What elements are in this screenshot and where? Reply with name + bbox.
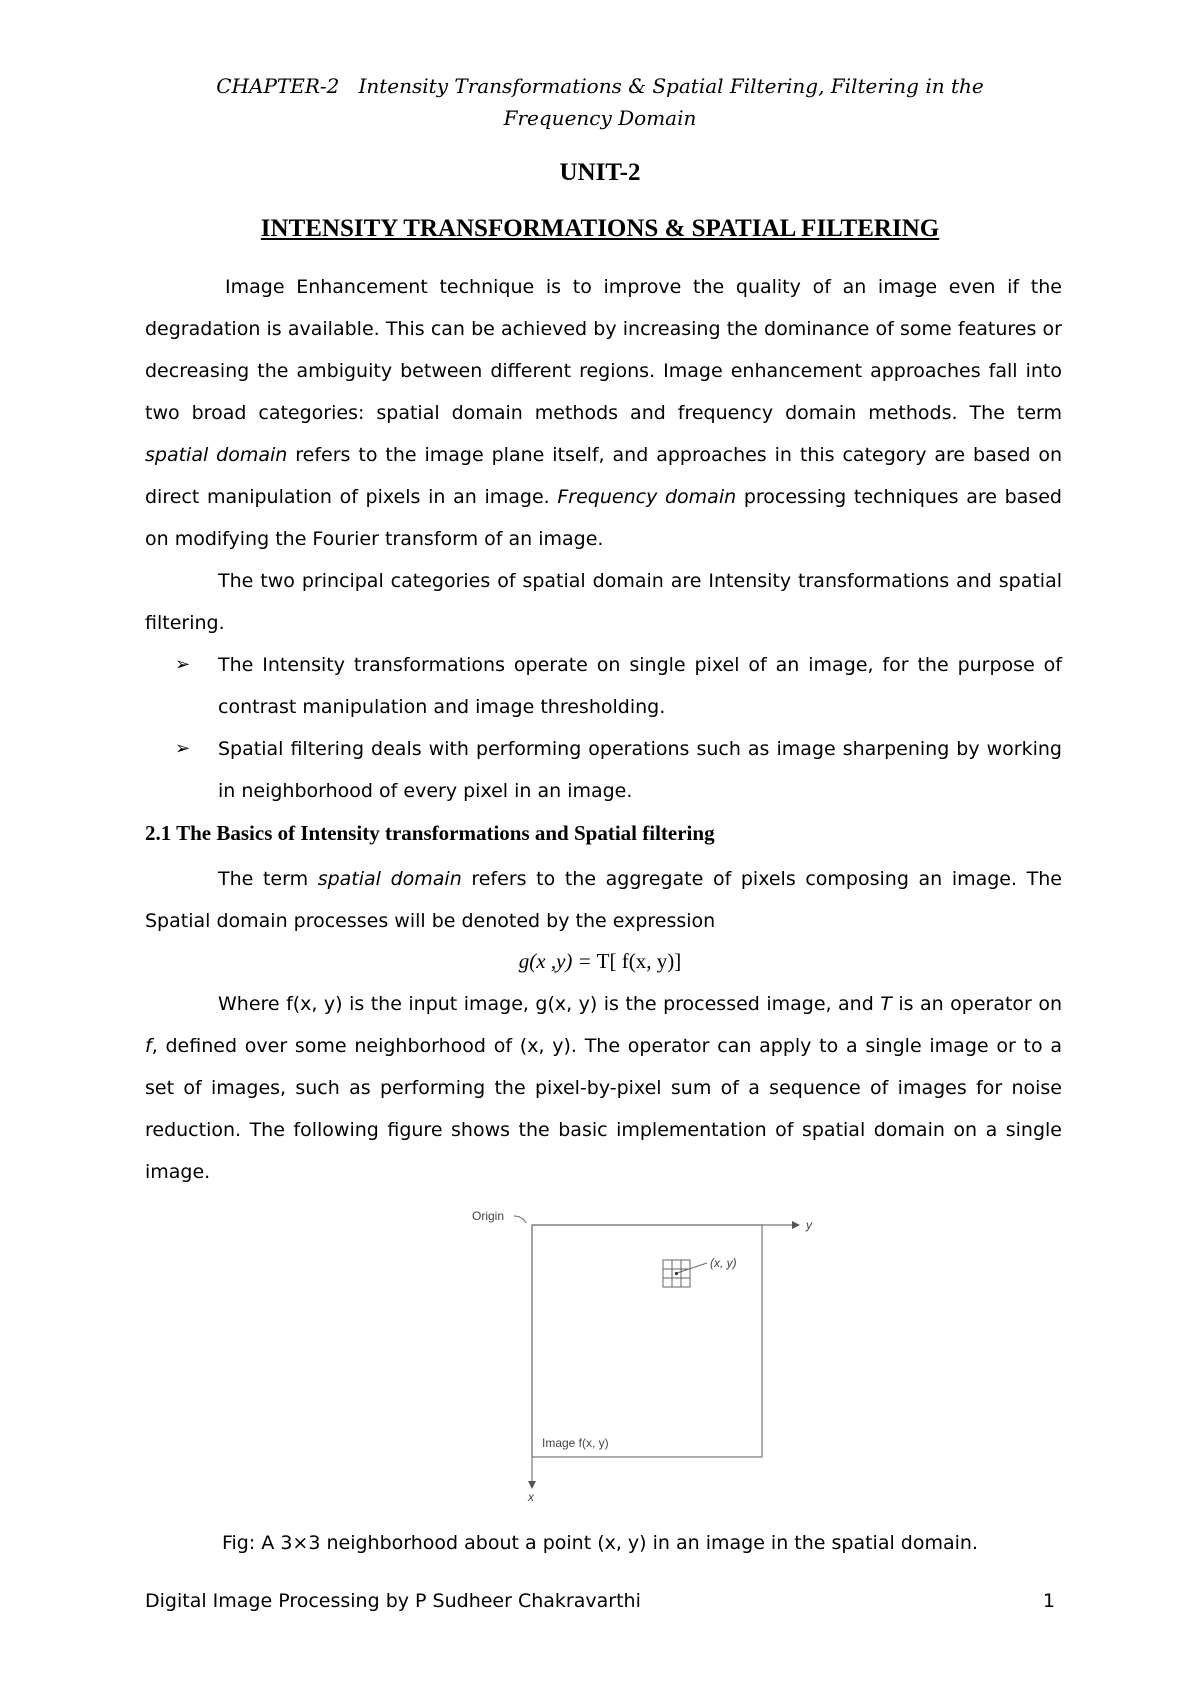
y-axis-arrowhead-icon: [792, 1221, 800, 1229]
bullet-text: The Intensity transformations operate on single pixel of an image, for the purpose of contrast manipulation and image thresholding.: [218, 654, 1062, 718]
x-axis-arrowhead-icon: [528, 1481, 536, 1489]
categories-paragraph: The two principal categories of spatial domain are Intensity transformations and spatial filtering.: [145, 570, 1062, 634]
equation: [0, 945, 1200, 977]
main-title: INTENSITY TRANSFORMATIONS & SPATIAL FILTERING: [260, 215, 940, 242]
point-label: (x, y): [710, 1256, 737, 1270]
intro-text-b: refers to the image plane itself, and approaches in this category are based on direct manipulation of pixels in an image.: [145, 444, 1062, 508]
neighborhood-grid: [663, 1260, 690, 1287]
spatial-domain-paragraph: [145, 858, 1062, 942]
bullet-list: [175, 644, 1062, 812]
page-number: 1: [1042, 1590, 1055, 1612]
neighborhood-figure: [470, 1203, 830, 1503]
chapter-header-line2: Frequency Domain: [503, 106, 697, 130]
operator-text-a: Where f(x, y) is the input image, g(x, y) is the processed image, and: [218, 993, 881, 1015]
spatial-emphasis: spatial domain: [317, 868, 462, 890]
bullet-item-intensity: [175, 644, 1062, 728]
intro-emphasis-frequency-domain: Frequency domain: [557, 486, 737, 508]
intro-text-c: processing techniques are based on modifying the Fourier transform of an image.: [145, 486, 1062, 550]
intro-paragraph: [145, 266, 1062, 560]
bullet-text: Spatial filtering deals with performing operations such as image sharpening by working in neighborhood of every pixel in an image.: [218, 738, 1062, 802]
footer-author: Digital Image Processing by P Sudheer Chakravarthi: [145, 1590, 641, 1612]
chapter-header: [0, 70, 1200, 134]
intro-text-a: Image Enhancement technique is to improve the quality of an image even if the degradation is available. This can be achieved by increasing the dominance of some features or decreasing the ambiguity between different regions. Image enhancement approaches fall into two broad categories: spatial domain methods and frequency domain methods. The term: [145, 276, 1062, 424]
figure-caption: Fig: A 3×3 neighborhood about a point (x, y) in an image in the spatial domain.: [221, 1532, 978, 1554]
spatial-text-a: The term: [218, 868, 318, 890]
bullet-item-spatial-filtering: [175, 728, 1062, 812]
section-heading: 2.1 The Basics of Intensity transformations and Spatial filtering: [145, 821, 715, 845]
bullet-arrow-icon: ➢: [175, 654, 191, 675]
operator-emphasis-f: f: [145, 1035, 152, 1057]
bullet-arrow-icon: ➢: [175, 738, 191, 759]
operator-paragraph: [145, 983, 1062, 1193]
origin-pointer: [514, 1216, 526, 1223]
x-axis-label: x: [528, 1490, 534, 1503]
operator-text-b: is an operator on: [891, 993, 1063, 1015]
unit-title: UNIT-2: [559, 159, 641, 186]
equation-rhs: T[ f(x, y)]: [591, 949, 682, 973]
chapter-header-line1: CHAPTER-2 Intensity Transformations & Spatial Filtering, Filtering in the: [216, 74, 984, 98]
operator-emphasis-t: T: [880, 993, 892, 1015]
operator-text-c: , defined over some neighborhood of (x, y). The operator can apply to a single image or to a set of images, such as performing the pixel-by-pixel sum of a sequence of images for noise reduction. The following figure shows the basic implementation of spatial domain on a single image.: [145, 1035, 1062, 1183]
spatial-text-b: refers to the aggregate of pixels composing an image. The Spatial domain processes will be denoted by the expression: [145, 868, 1062, 932]
intro-emphasis-spatial-domain: spatial domain: [145, 444, 288, 466]
equation-lhs: g(x ,y) =: [518, 949, 592, 973]
image-label: Image f(x, y): [542, 1436, 609, 1450]
origin-label: Origin: [472, 1209, 505, 1223]
y-axis-label: y: [806, 1218, 812, 1232]
